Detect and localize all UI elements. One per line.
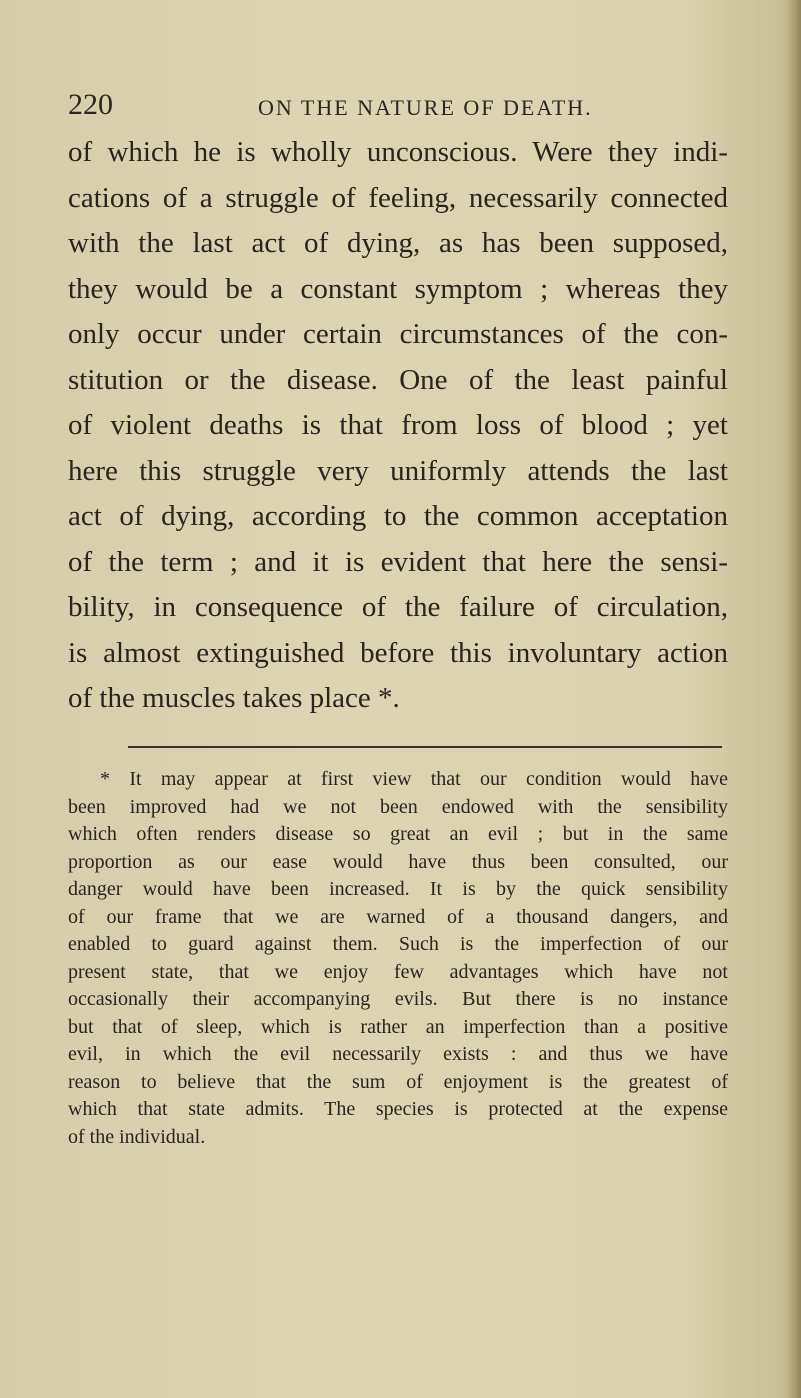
footnote-line: present state, that we enjoy few advantages which have not: [68, 960, 728, 983]
body-line: of which he is wholly unconscious. Were they indi-: [68, 136, 728, 168]
page-number: 220: [68, 88, 113, 121]
body-line: is almost extinguished before this involuntary action: [68, 636, 728, 669]
page-edge: [787, 0, 801, 1398]
footnote-line: danger would have been increased. It is by the quick sensibility: [68, 878, 728, 900]
footnote-line: been improved had we not been endowed with the sensibility: [68, 795, 728, 818]
footnote-line: of the individual.: [68, 1125, 206, 1148]
footnote-line: reason to believe that the sum of enjoyment is the greatest of: [68, 1070, 728, 1093]
body-line: stitution or the disease. One of the least painful: [68, 363, 728, 396]
body-line: bility, in consequence of the failure of circulation,: [68, 591, 728, 623]
footnote-line: which often renders disease so great an evil ; but in the same: [68, 823, 728, 845]
body-line: of violent deaths is that from loss of blood ; yet: [68, 409, 728, 441]
body-line: only occur under certain circumstances of the con-: [68, 318, 728, 350]
running-head: [68, 88, 728, 128]
footnote-line: occasionally their accompanying evils. But there is no instance: [68, 988, 728, 1010]
footnote-line: evil, in which the evil necessarily exists : and thus we have: [68, 1043, 728, 1065]
body-line: act of dying, according to the common acceptation: [68, 500, 728, 532]
footnote-rule: [128, 746, 722, 748]
body-line: of the muscles takes place *.: [68, 682, 400, 714]
body-line: they would be a constant symptom ; whereas they: [68, 272, 728, 305]
footnote-line: of our frame that we are warned of a thousand dangers, and: [68, 905, 728, 928]
body-line: with the last act of dying, as has been supposed,: [68, 227, 728, 259]
footnote-line: which that state admits. The species is protected at the expense: [68, 1098, 728, 1120]
footnote: [68, 766, 728, 1151]
body-line: here this struggle very uniformly attends the last: [68, 454, 728, 487]
body-line: cations of a struggle of feeling, necessarily connected: [68, 181, 728, 214]
footnote-line: but that of sleep, which is rather an imperfection than a positive: [68, 1015, 728, 1038]
footnote-line: proportion as our ease would have thus been consulted, our: [68, 850, 728, 873]
running-title: ON THE NATURE OF DEATH.: [258, 95, 593, 120]
footnote-line: enabled to guard against them. Such is the imperfection of our: [68, 933, 728, 955]
footnote-line: * It may appear at first view that our condition would have: [100, 768, 728, 790]
body-text: [68, 130, 728, 722]
body-line: of the term ; and it is evident that here the sensi-: [68, 545, 728, 578]
